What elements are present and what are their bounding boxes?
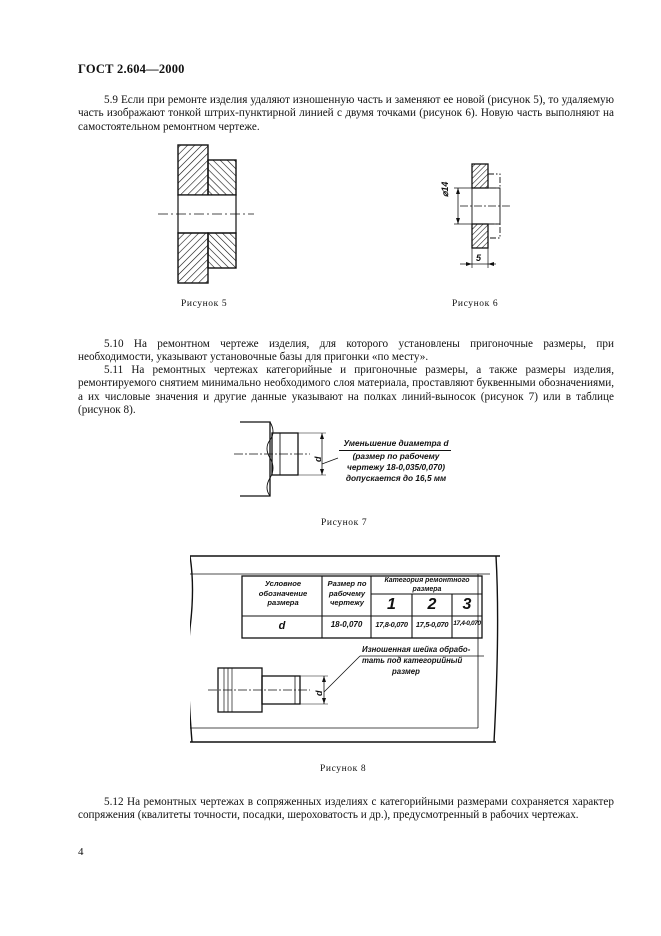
figure-8-note-line-2: тать под категорийный [362,656,463,665]
paragraph-5-10: 5.10 На ремонтном чертеже изделия, для которого установлены пригоночные размеры, при необходимости, указывают установочные базы для пригонки «по месту». [78,338,614,364]
figure-5-drawing [150,140,260,290]
figure-7-note-line-2: (размер по рабочему [352,451,440,461]
figure-8-dim-letter: d [314,690,324,696]
figure-6-caption: Рисунок 6 [452,299,499,309]
figure-7-note-line-3: чертежу 18-0,035/0,070) [346,462,445,472]
table-row-category-1: 17,8-0,070 [375,620,408,629]
table-category-2: 2 [427,596,437,613]
figure-7-caption: Рисунок 7 [321,518,368,528]
paragraph-5-11: 5.11 На ремонтных чертежах категорийные и пригоночные размеры, а также размеры изделия, ремонтируемого снятием минимально необходимого слоя материала, проставляют буквенными обозначениями, а их числовые значения и другие данные указывают на полках линий-выносок (рисунок 7) или в таблице (рисунок 8). [78,364,614,416]
table-row-category-3: 17,4-0,070 [453,620,481,627]
figure-6-diameter-label: ⌀14 [440,181,450,197]
figure-8-note-line-1: Изношенная шейка обрабо- [362,645,471,654]
figure-8-note-line-3: размер [392,667,420,676]
table-row-category-2: 17,5-0,070 [415,620,449,629]
table-row-designation: d [278,620,286,632]
figure-7-note [340,438,465,484]
figure-8-caption: Рисунок 8 [320,764,367,774]
table-category-1: 1 [387,596,396,613]
page-number: 4 [78,846,84,858]
figure-6-drawing [430,158,520,278]
figure-6-length-label: 5 [476,253,482,263]
figure-8-frame [190,548,500,743]
figure-5-caption: Рисунок 5 [181,299,228,309]
figure-7-dim-letter: d [313,456,323,462]
table-header-work-size: Размер по рабочему чертежу [327,579,367,607]
table-row-work-size: 18-0,070 [330,620,363,629]
table-header-category: Категория ремонтного размера [384,577,470,593]
paragraph-5-12: 5.12 На ремонтных чертежах в сопряженных изделиях с категорийными размерами сохраняется характер сопряжения (квалитеты точности, посадки, шероховатость и др.), предусмотренный в рабочих чертежах. [78,796,614,822]
paragraph-5-9: 5.9 Если при ремонте изделия удаляют изношенную часть и заменяют ее новой (рисунок 5), то удаляемую часть изображают тонкой штрих-пунктирной линией с двумя точками (рисунок 6). Новую часть выполняют на самостоятельном ремонтном чертеже. [78,94,614,133]
document-header: ГОСТ 2.604—2000 [78,62,185,76]
figure-7-note-line-1: Уменьшение диаметра d [343,438,449,448]
figure-7-drawing [230,418,340,502]
figure-8-note [362,644,487,677]
figure-7-note-line-4: допускается до 16,5 мм [345,473,447,483]
table-category-3: 3 [462,596,472,613]
table-header-designation: Условное обозначение размера [258,579,308,607]
